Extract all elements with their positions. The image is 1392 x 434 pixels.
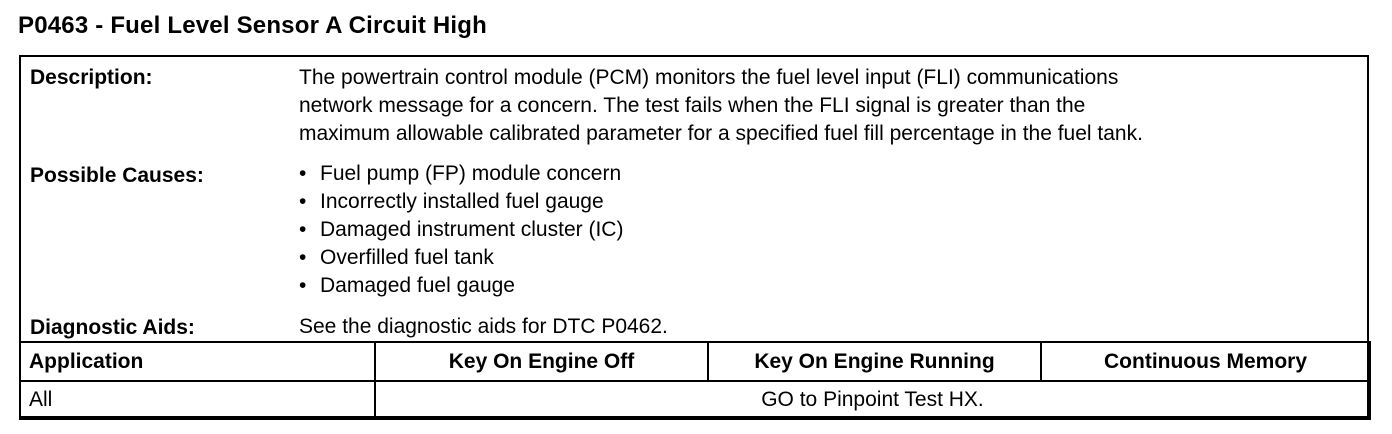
column-header-application: Application bbox=[20, 342, 375, 381]
table-header-row bbox=[20, 342, 1370, 381]
possible-causes-list bbox=[299, 160, 623, 300]
description-label: Description: bbox=[30, 66, 153, 89]
table-row bbox=[20, 381, 1370, 419]
possible-causes-label: Possible Causes: bbox=[30, 164, 204, 187]
dtc-info-box bbox=[19, 55, 1369, 418]
column-header-continuous-memory: Continuous Memory bbox=[1041, 342, 1370, 381]
page-title: P0463 - Fuel Level Sensor A Circuit High bbox=[18, 12, 488, 39]
application-cell: All bbox=[20, 381, 375, 419]
cause-item: • Damaged fuel gauge bbox=[299, 272, 623, 300]
diagnostic-aids-label: Diagnostic Aids: bbox=[30, 316, 195, 339]
column-header-key-on-engine-running: Key On Engine Running bbox=[708, 342, 1041, 381]
cause-item: • Overfilled fuel tank bbox=[299, 244, 623, 272]
column-header-key-on-engine-off: Key On Engine Off bbox=[375, 342, 708, 381]
application-table bbox=[19, 341, 1371, 420]
description-line: maximum allowable calibrated parameter for a specified fuel fill percentage in the fuel tank. bbox=[299, 122, 1143, 145]
description-text bbox=[299, 64, 1143, 148]
diagnostic-aids-text: See the diagnostic aids for DTC P0462. bbox=[299, 315, 668, 338]
description-line: The powertrain control module (PCM) monitors the fuel level input (FLI) communications bbox=[299, 66, 1119, 89]
description-line: network message for a concern. The test fails when the FLI signal is greater than the bbox=[299, 94, 1086, 117]
cause-item: • Damaged instrument cluster (IC) bbox=[299, 216, 623, 244]
pinpoint-test-instruction: GO to Pinpoint Test HX. bbox=[375, 381, 1370, 419]
cause-item: • Fuel pump (FP) module concern bbox=[299, 160, 623, 188]
cause-item: • Incorrectly installed fuel gauge bbox=[299, 188, 623, 216]
